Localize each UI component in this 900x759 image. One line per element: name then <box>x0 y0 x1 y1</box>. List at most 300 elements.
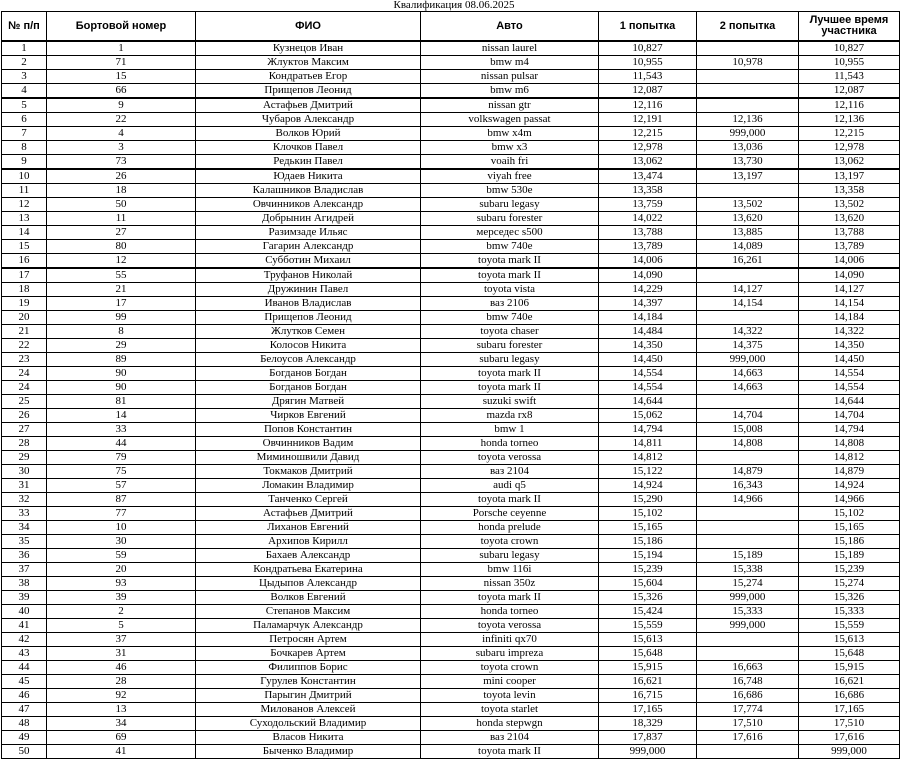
table-row <box>2 395 900 409</box>
cell-attempt-2: 13,620 <box>697 212 799 226</box>
cell-attempt-2 <box>697 311 799 325</box>
cell-position: 29 <box>2 451 47 465</box>
cell-name: Белоусов Александр <box>196 353 421 367</box>
cell-board-number: 37 <box>47 633 196 647</box>
cell-attempt-2: 10,978 <box>697 56 799 70</box>
cell-attempt-2 <box>697 535 799 549</box>
cell-car: ваз 2106 <box>421 297 599 311</box>
cell-position: 44 <box>2 661 47 675</box>
cell-attempt-1: 13,062 <box>599 155 697 170</box>
header-car: Авто <box>421 12 599 42</box>
cell-car: bmw m4 <box>421 56 599 70</box>
cell-car: bmw 1 <box>421 423 599 437</box>
cell-name: Юдаев Никита <box>196 169 421 184</box>
cell-attempt-1: 14,450 <box>599 353 697 367</box>
cell-board-number: 28 <box>47 675 196 689</box>
cell-name: Богданов Богдан <box>196 381 421 395</box>
cell-attempt-2: 15,189 <box>697 549 799 563</box>
cell-attempt-2 <box>697 41 799 56</box>
header-attempt-2: 2 попытка <box>697 12 799 42</box>
table-row <box>2 731 900 745</box>
cell-attempt-1: 10,827 <box>599 41 697 56</box>
cell-car: honda torneo <box>421 437 599 451</box>
cell-board-number: 26 <box>47 169 196 184</box>
cell-board-number: 17 <box>47 297 196 311</box>
cell-attempt-1: 13,358 <box>599 184 697 198</box>
cell-attempt-2 <box>697 84 799 99</box>
cell-best-time: 14,879 <box>799 465 900 479</box>
cell-board-number: 21 <box>47 283 196 297</box>
cell-name: Редькин Павел <box>196 155 421 170</box>
cell-car: honda prelude <box>421 521 599 535</box>
cell-name: Кондратьева Екатерина <box>196 563 421 577</box>
cell-position: 11 <box>2 184 47 198</box>
cell-name: Волков Евгений <box>196 591 421 605</box>
cell-attempt-1: 12,215 <box>599 127 697 141</box>
cell-position: 21 <box>2 325 47 339</box>
cell-name: Цыдыпов Александр <box>196 577 421 591</box>
cell-board-number: 3 <box>47 141 196 155</box>
cell-position: 15 <box>2 240 47 254</box>
cell-name: Гагарин Александр <box>196 240 421 254</box>
cell-best-time: 13,358 <box>799 184 900 198</box>
cell-attempt-2: 15,274 <box>697 577 799 591</box>
cell-car: мерседес s500 <box>421 226 599 240</box>
cell-board-number: 20 <box>47 563 196 577</box>
cell-best-time: 15,274 <box>799 577 900 591</box>
cell-position: 48 <box>2 717 47 731</box>
cell-name: Кузнецов Иван <box>196 41 421 56</box>
cell-car: toyota crown <box>421 535 599 549</box>
cell-position: 13 <box>2 212 47 226</box>
cell-best-time: 15,326 <box>799 591 900 605</box>
cell-board-number: 73 <box>47 155 196 170</box>
table-row <box>2 254 900 269</box>
cell-car: nissan pulsar <box>421 70 599 84</box>
cell-board-number: 77 <box>47 507 196 521</box>
header-attempt-1: 1 попытка <box>599 12 697 42</box>
cell-car: ваз 2104 <box>421 465 599 479</box>
cell-car: toyota starlet <box>421 703 599 717</box>
cell-board-number: 41 <box>47 745 196 759</box>
cell-name: Овчинников Вадим <box>196 437 421 451</box>
cell-best-time: 15,559 <box>799 619 900 633</box>
cell-name: Степанов Максим <box>196 605 421 619</box>
cell-attempt-1: 14,397 <box>599 297 697 311</box>
table-row <box>2 155 900 170</box>
cell-car: bmw 740e <box>421 240 599 254</box>
cell-best-time: 14,966 <box>799 493 900 507</box>
table-row <box>2 311 900 325</box>
cell-attempt-2 <box>697 70 799 84</box>
table-row <box>2 381 900 395</box>
results-table <box>1 11 900 759</box>
cell-attempt-1: 15,604 <box>599 577 697 591</box>
cell-board-number: 5 <box>47 619 196 633</box>
cell-attempt-2: 14,808 <box>697 437 799 451</box>
cell-attempt-2: 13,730 <box>697 155 799 170</box>
cell-position: 14 <box>2 226 47 240</box>
cell-car: toyota mark II <box>421 591 599 605</box>
cell-best-time: 15,165 <box>799 521 900 535</box>
cell-car: subaru forester <box>421 339 599 353</box>
cell-best-time: 15,333 <box>799 605 900 619</box>
cell-board-number: 31 <box>47 647 196 661</box>
cell-board-number: 4 <box>47 127 196 141</box>
cell-position: 34 <box>2 521 47 535</box>
cell-car: subaru legasy <box>421 549 599 563</box>
cell-attempt-2: 14,322 <box>697 325 799 339</box>
cell-best-time: 16,621 <box>799 675 900 689</box>
cell-attempt-2 <box>697 521 799 535</box>
cell-best-time: 10,827 <box>799 41 900 56</box>
cell-best-time: 15,239 <box>799 563 900 577</box>
cell-position: 28 <box>2 437 47 451</box>
cell-attempt-1: 12,087 <box>599 84 697 99</box>
cell-attempt-2: 15,008 <box>697 423 799 437</box>
table-row <box>2 98 900 113</box>
cell-position: 7 <box>2 127 47 141</box>
cell-best-time: 12,087 <box>799 84 900 99</box>
cell-name: Гурулев Константин <box>196 675 421 689</box>
table-row <box>2 283 900 297</box>
cell-name: Ломакин Владимир <box>196 479 421 493</box>
cell-position: 22 <box>2 339 47 353</box>
table-row <box>2 535 900 549</box>
table-row <box>2 507 900 521</box>
cell-position: 19 <box>2 297 47 311</box>
table-row <box>2 297 900 311</box>
cell-board-number: 57 <box>47 479 196 493</box>
cell-car: mazda rx8 <box>421 409 599 423</box>
cell-attempt-1: 15,915 <box>599 661 697 675</box>
cell-attempt-1: 15,559 <box>599 619 697 633</box>
cell-attempt-1: 11,543 <box>599 70 697 84</box>
cell-attempt-1: 15,326 <box>599 591 697 605</box>
cell-board-number: 9 <box>47 98 196 113</box>
table-row <box>2 465 900 479</box>
cell-best-time: 14,127 <box>799 283 900 297</box>
cell-best-time: 14,644 <box>799 395 900 409</box>
table-row <box>2 493 900 507</box>
cell-attempt-1: 17,837 <box>599 731 697 745</box>
cell-name: Богданов Богдан <box>196 367 421 381</box>
cell-board-number: 75 <box>47 465 196 479</box>
table-row <box>2 141 900 155</box>
cell-name: Клочков Павел <box>196 141 421 155</box>
cell-attempt-1: 14,006 <box>599 254 697 269</box>
cell-board-number: 13 <box>47 703 196 717</box>
cell-name: Жлутков Семен <box>196 325 421 339</box>
table-row <box>2 268 900 283</box>
cell-attempt-1: 15,613 <box>599 633 697 647</box>
cell-car: bmw m6 <box>421 84 599 99</box>
cell-board-number: 29 <box>47 339 196 353</box>
cell-attempt-1: 14,090 <box>599 268 697 283</box>
header-best-time: Лучшее время участника <box>799 12 900 42</box>
cell-attempt-2 <box>697 268 799 283</box>
cell-position: 18 <box>2 283 47 297</box>
table-row <box>2 745 900 759</box>
table-row <box>2 703 900 717</box>
cell-board-number: 66 <box>47 84 196 99</box>
cell-car: honda stepwgn <box>421 717 599 731</box>
cell-best-time: 16,686 <box>799 689 900 703</box>
cell-car: bmw 116i <box>421 563 599 577</box>
cell-position: 31 <box>2 479 47 493</box>
cell-board-number: 55 <box>47 268 196 283</box>
cell-name: Разимзаде Ильяс <box>196 226 421 240</box>
cell-position: 36 <box>2 549 47 563</box>
cell-position: 42 <box>2 633 47 647</box>
cell-position: 27 <box>2 423 47 437</box>
table-row <box>2 240 900 254</box>
cell-board-number: 59 <box>47 549 196 563</box>
table-row <box>2 605 900 619</box>
cell-name: Субботин Михаил <box>196 254 421 269</box>
cell-position: 24 <box>2 367 47 381</box>
cell-position: 37 <box>2 563 47 577</box>
cell-best-time: 14,704 <box>799 409 900 423</box>
cell-name: Колосов Никита <box>196 339 421 353</box>
cell-attempt-1: 17,165 <box>599 703 697 717</box>
cell-name: Филиппов Борис <box>196 661 421 675</box>
cell-attempt-2: 14,154 <box>697 297 799 311</box>
cell-attempt-1: 14,812 <box>599 451 697 465</box>
cell-attempt-1: 14,794 <box>599 423 697 437</box>
cell-board-number: 93 <box>47 577 196 591</box>
cell-attempt-1: 12,978 <box>599 141 697 155</box>
cell-attempt-1: 15,186 <box>599 535 697 549</box>
cell-best-time: 15,186 <box>799 535 900 549</box>
cell-car: toyota verossa <box>421 451 599 465</box>
table-row <box>2 689 900 703</box>
cell-attempt-1: 14,350 <box>599 339 697 353</box>
table-row <box>2 577 900 591</box>
cell-attempt-1: 15,239 <box>599 563 697 577</box>
cell-attempt-1: 15,102 <box>599 507 697 521</box>
cell-board-number: 10 <box>47 521 196 535</box>
cell-attempt-2: 14,663 <box>697 367 799 381</box>
cell-car: audi q5 <box>421 479 599 493</box>
cell-name: Иванов Владислав <box>196 297 421 311</box>
cell-name: Кондратьев Егор <box>196 70 421 84</box>
cell-position: 50 <box>2 745 47 759</box>
cell-attempt-1: 14,924 <box>599 479 697 493</box>
cell-car: bmw x3 <box>421 141 599 155</box>
cell-name: Жлуктов Максим <box>196 56 421 70</box>
cell-best-time: 13,502 <box>799 198 900 212</box>
cell-name: Милованов Алексей <box>196 703 421 717</box>
cell-attempt-2: 16,748 <box>697 675 799 689</box>
table-row <box>2 226 900 240</box>
cell-car: infiniti qx70 <box>421 633 599 647</box>
cell-attempt-2: 17,616 <box>697 731 799 745</box>
cell-attempt-2: 16,343 <box>697 479 799 493</box>
cell-name: Петросян Артем <box>196 633 421 647</box>
cell-car: bmw 740e <box>421 311 599 325</box>
cell-best-time: 17,616 <box>799 731 900 745</box>
cell-attempt-1: 14,811 <box>599 437 697 451</box>
cell-position: 45 <box>2 675 47 689</box>
cell-attempt-2: 14,704 <box>697 409 799 423</box>
table-row <box>2 521 900 535</box>
cell-board-number: 79 <box>47 451 196 465</box>
cell-attempt-2: 15,338 <box>697 563 799 577</box>
cell-attempt-2: 14,127 <box>697 283 799 297</box>
table-row <box>2 127 900 141</box>
cell-board-number: 11 <box>47 212 196 226</box>
cell-best-time: 14,090 <box>799 268 900 283</box>
cell-board-number: 69 <box>47 731 196 745</box>
cell-name: Парыгин Дмитрий <box>196 689 421 703</box>
header-row <box>2 12 900 42</box>
cell-best-time: 13,788 <box>799 226 900 240</box>
cell-best-time: 15,613 <box>799 633 900 647</box>
table-row <box>2 633 900 647</box>
cell-car: mini cooper <box>421 675 599 689</box>
cell-name: Чубаров Александр <box>196 113 421 127</box>
table-row <box>2 212 900 226</box>
cell-position: 38 <box>2 577 47 591</box>
cell-position: 2 <box>2 56 47 70</box>
cell-attempt-1: 14,484 <box>599 325 697 339</box>
cell-best-time: 11,543 <box>799 70 900 84</box>
cell-position: 41 <box>2 619 47 633</box>
cell-position: 40 <box>2 605 47 619</box>
cell-position: 8 <box>2 141 47 155</box>
cell-attempt-1: 15,424 <box>599 605 697 619</box>
cell-attempt-2 <box>697 451 799 465</box>
cell-attempt-1: 14,554 <box>599 367 697 381</box>
cell-position: 23 <box>2 353 47 367</box>
header-name: ФИО <box>196 12 421 42</box>
cell-board-number: 30 <box>47 535 196 549</box>
cell-name: Лиханов Евгений <box>196 521 421 535</box>
cell-attempt-2: 17,774 <box>697 703 799 717</box>
cell-position: 16 <box>2 254 47 269</box>
cell-position: 32 <box>2 493 47 507</box>
cell-attempt-2: 17,510 <box>697 717 799 731</box>
cell-attempt-2: 14,966 <box>697 493 799 507</box>
cell-name: Астафьев Дмитрий <box>196 98 421 113</box>
cell-best-time: 15,915 <box>799 661 900 675</box>
table-row <box>2 451 900 465</box>
cell-attempt-1: 15,122 <box>599 465 697 479</box>
cell-board-number: 81 <box>47 395 196 409</box>
cell-board-number: 22 <box>47 113 196 127</box>
cell-name: Добрынин Агидрей <box>196 212 421 226</box>
cell-position: 43 <box>2 647 47 661</box>
cell-position: 4 <box>2 84 47 99</box>
cell-position: 10 <box>2 169 47 184</box>
cell-best-time: 12,215 <box>799 127 900 141</box>
table-row <box>2 184 900 198</box>
cell-attempt-1: 12,116 <box>599 98 697 113</box>
cell-best-time: 13,789 <box>799 240 900 254</box>
table-row <box>2 479 900 493</box>
cell-attempt-2: 999,000 <box>697 127 799 141</box>
cell-car: toyota mark II <box>421 381 599 395</box>
table-row <box>2 339 900 353</box>
cell-attempt-1: 16,715 <box>599 689 697 703</box>
cell-board-number: 92 <box>47 689 196 703</box>
cell-name: Калашников Владислав <box>196 184 421 198</box>
cell-board-number: 50 <box>47 198 196 212</box>
table-row <box>2 56 900 70</box>
table-row <box>2 717 900 731</box>
cell-best-time: 13,197 <box>799 169 900 184</box>
cell-attempt-1: 13,788 <box>599 226 697 240</box>
cell-car: honda torneo <box>421 605 599 619</box>
page-title: Квалификация 08.06.2025 <box>393 0 515 11</box>
cell-best-time: 12,136 <box>799 113 900 127</box>
cell-best-time: 14,450 <box>799 353 900 367</box>
table-row <box>2 113 900 127</box>
cell-name: Быченко Владимир <box>196 745 421 759</box>
cell-attempt-2: 999,000 <box>697 353 799 367</box>
cell-attempt-1: 12,191 <box>599 113 697 127</box>
cell-board-number: 12 <box>47 254 196 269</box>
cell-attempt-2: 13,036 <box>697 141 799 155</box>
cell-best-time: 999,000 <box>799 745 900 759</box>
table-row <box>2 437 900 451</box>
table-row <box>2 325 900 339</box>
cell-position: 9 <box>2 155 47 170</box>
cell-attempt-2: 999,000 <box>697 619 799 633</box>
cell-best-time: 13,062 <box>799 155 900 170</box>
cell-attempt-1: 14,184 <box>599 311 697 325</box>
cell-position: 49 <box>2 731 47 745</box>
cell-attempt-2: 16,663 <box>697 661 799 675</box>
cell-position: 30 <box>2 465 47 479</box>
cell-best-time: 15,189 <box>799 549 900 563</box>
cell-car: nissan laurel <box>421 41 599 56</box>
cell-position: 26 <box>2 409 47 423</box>
cell-attempt-2 <box>697 184 799 198</box>
cell-attempt-1: 15,648 <box>599 647 697 661</box>
cell-attempt-2 <box>697 633 799 647</box>
cell-board-number: 18 <box>47 184 196 198</box>
cell-best-time: 14,154 <box>799 297 900 311</box>
cell-board-number: 2 <box>47 605 196 619</box>
cell-best-time: 10,955 <box>799 56 900 70</box>
cell-attempt-2: 13,502 <box>697 198 799 212</box>
cell-attempt-2: 12,136 <box>697 113 799 127</box>
table-row <box>2 84 900 99</box>
cell-name: Труфанов Николай <box>196 268 421 283</box>
cell-position: 17 <box>2 268 47 283</box>
table-row <box>2 591 900 605</box>
cell-best-time: 14,322 <box>799 325 900 339</box>
cell-best-time: 14,808 <box>799 437 900 451</box>
cell-car: toyota levin <box>421 689 599 703</box>
cell-name: Суходольский Владимир <box>196 717 421 731</box>
cell-car: subaru forester <box>421 212 599 226</box>
cell-position: 3 <box>2 70 47 84</box>
cell-board-number: 46 <box>47 661 196 675</box>
cell-attempt-1: 14,229 <box>599 283 697 297</box>
cell-car: voaih fri <box>421 155 599 170</box>
cell-car: toyota mark II <box>421 268 599 283</box>
cell-car: toyota mark II <box>421 254 599 269</box>
cell-best-time: 14,554 <box>799 381 900 395</box>
cell-board-number: 71 <box>47 56 196 70</box>
cell-car: toyota vista <box>421 283 599 297</box>
cell-attempt-1: 10,955 <box>599 56 697 70</box>
cell-board-number: 90 <box>47 381 196 395</box>
cell-name: Архипов Кирилл <box>196 535 421 549</box>
